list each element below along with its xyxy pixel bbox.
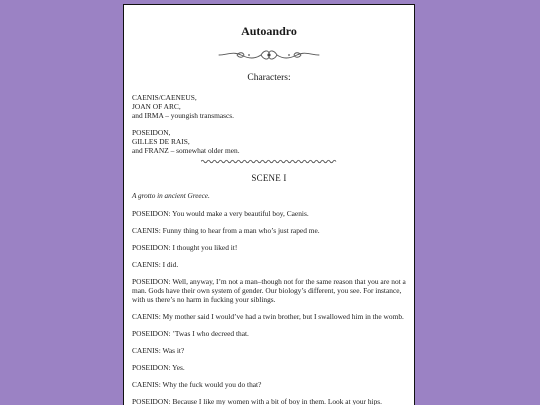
dialogue-line: CAENIS: Why the fuck would you do that? (132, 380, 262, 389)
dialogue-line: POSEIDON: Well, anyway, I’m not a man–though not for the same reason that you are not a man. Gods have their own system of gender. Our biology’s different, you see. For instance, with us there’s no harm in fucking your siblings. (132, 277, 406, 304)
cast-group-2 (132, 128, 406, 155)
cast-entry: and IRMA – youngish transmascs. (132, 111, 235, 120)
dialogue-line: CAENIS: Funny thing to hear from a man who’s just raped me. (132, 226, 320, 235)
characters-heading: Characters: (247, 73, 291, 83)
dialogue-line: CAENIS: Was it? (132, 346, 185, 355)
scene-heading: SCENE I (251, 173, 287, 183)
cast-entry: JOAN OF ARC, (132, 102, 181, 111)
cast-entry: and FRANZ – somewhat older men. (132, 146, 240, 155)
wavy-divider-icon (201, 159, 337, 164)
dialogue (132, 209, 406, 405)
play-title: Autoandro (241, 24, 297, 38)
dialogue-line: POSEIDON: Because I like my women with a bit of boy in them. Look at your hips. (132, 397, 383, 405)
dialogue-line: POSEIDON: ’Twas I who decreed that. (132, 329, 249, 338)
dialogue-line: CAENIS: My mother said I would’ve had a twin brother, but I swallowed him in the womb. (132, 312, 404, 321)
dialogue-line: POSEIDON: I thought you liked it! (132, 243, 238, 252)
cast-group-1 (132, 93, 406, 120)
dialogue-line: CAENIS: I did. (132, 260, 179, 269)
cast-entry: GILLES DE RAIS, (132, 137, 190, 146)
script-page (123, 4, 415, 405)
dialogue-line: POSEIDON: You would make a very beautiful boy, Caenis. (132, 209, 309, 218)
floral-flourish-icon (217, 49, 321, 61)
stage-direction: A grotto in ancient Greece. (132, 192, 210, 200)
cast-entry: CAENIS/CAENEUS, (132, 93, 197, 102)
dialogue-line: POSEIDON: Yes. (132, 363, 185, 372)
cast-entry: POSEIDON, (132, 128, 171, 137)
